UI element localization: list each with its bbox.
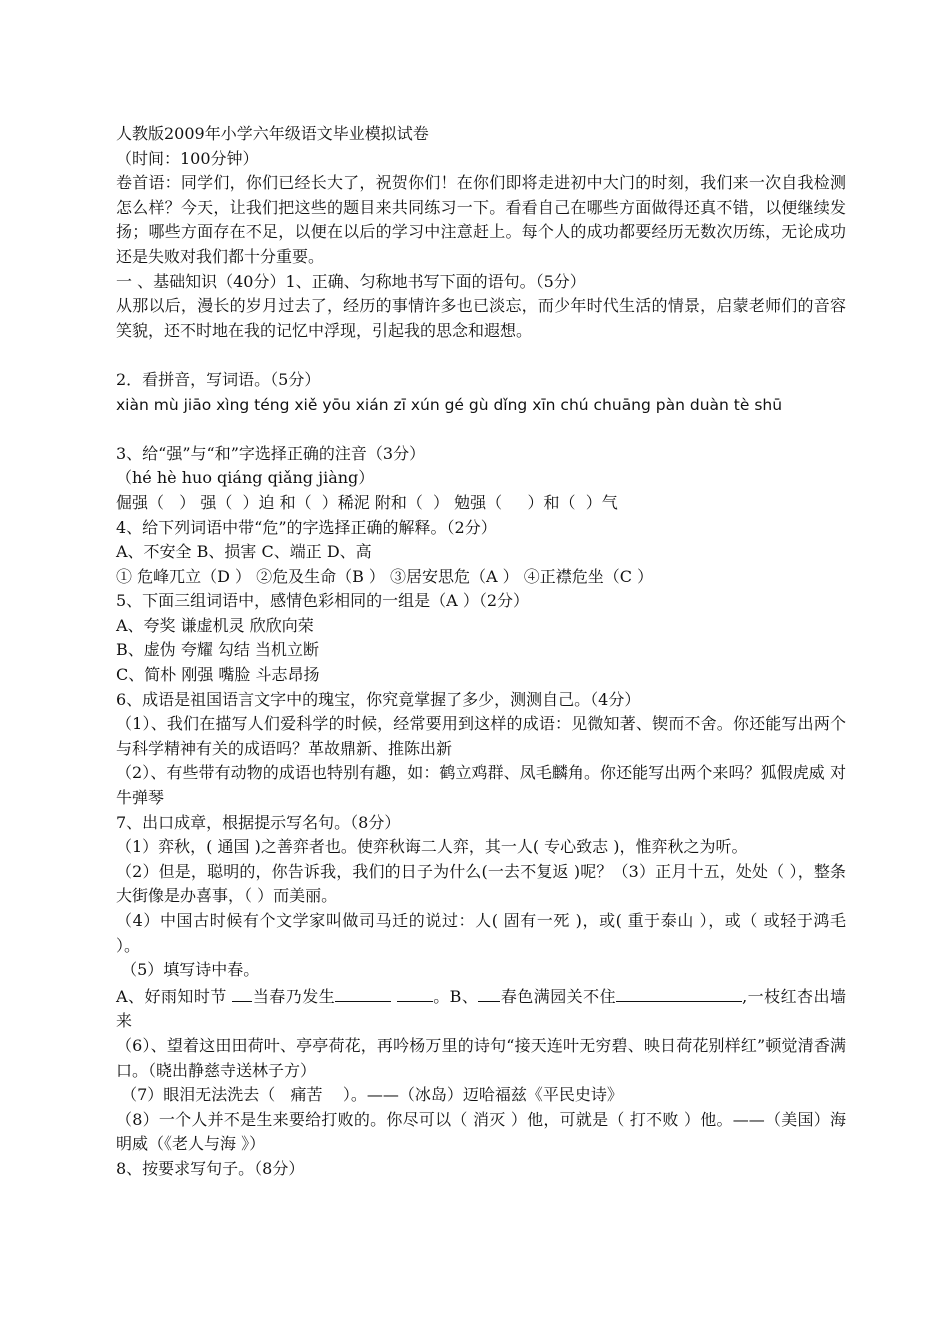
q4-items: ① 危峰兀立（D ） ②危及生命（B ） ③居安思危（A ） ④正襟危坐（C ） <box>116 566 654 586</box>
q7-part4: （4）中国古时候有个文学家叫做司马迁的说过：人( 固有一死 )，或( 重于泰山 ），或（ 或轻于鸿毛 ）。 <box>116 911 846 955</box>
section1-header: 一 、基础知识（40分）1、正确、匀称地书写下面的语句。（5分） <box>116 271 586 291</box>
exam-page <box>116 122 846 1182</box>
section1-passage: 从那以后，漫长的岁月过去了，经历的事情许多也已淡忘，而少年时代生活的情景，启蒙老师们的音容笑貌，还不时地在我的记忆中浮现，引起我的思念和遐想。 <box>116 296 846 340</box>
blank-line <box>335 983 391 1002</box>
q7-part2: （2）但是，聪明的，你告诉我，我们的日子为什么(一去不复返 )呢？（3）正月十五，处处（ ），整条大街像是办喜事，（ ）而美丽。 <box>116 861 846 906</box>
blank-line <box>232 983 252 1002</box>
q8-title: 8、按要求写句子。（8分） <box>116 1158 305 1178</box>
q2-pinyin: xiàn mù jiāo xìng téng xiě yōu xián zī xún gé gù dǐng xīn chú chuāng pàn duàn tè shū <box>116 395 783 414</box>
q5-option-c: C、简朴 刚强 嘴脸 斗志昂扬 <box>116 665 320 685</box>
q7-part6: （6）、望着这田田荷叶、亭亭荷花，再吟杨万里的诗句“接天连叶无穷碧、映日荷花别样红”顿觉清香满口。（晓出静慈寺送林子方） <box>116 1035 846 1080</box>
preface-paragraph: 卷首语：同学们，你们已经长大了，祝贺你们！在你们即将走进初中大门的时刻，我们来一次自我检测怎么样？今天，让我们把这些的题目来共同练习一下。看看自己在哪些方面做得还真不错，以便继续发扬；哪些方面存在不足，以便在以后的学习中注意赶上。每个人的成功都要经历无数次历练，无论成功还是失败对我们都十分重要。 <box>116 173 846 266</box>
poem-text: 当春乃发生 <box>252 986 336 1006</box>
q5-option-a: A、夸奖 谦虚机灵 欣欣向荣 <box>116 615 314 635</box>
q6-title: 6、成语是祖国语言文字中的瑰宝，你究竟掌握了多少，测测自己。（4分） <box>116 689 641 709</box>
spacer <box>116 343 846 368</box>
q4-options: A、不安全 B、损害 C、端正 D、高 <box>116 542 372 562</box>
q7-part8: （8）一个人并不是生来要给打败的。你尽可以（ 消灭 ）他，可就是（ 打不败 ）他。——（美国）海明威（《老人与海 》） <box>116 1109 846 1154</box>
q3-title: 3、给“强”与“和”字选择正确的注音（3分） <box>116 443 426 463</box>
q7-part5-poem <box>116 983 846 1034</box>
poem-text: A、好雨知时节 <box>116 986 233 1006</box>
exam-time: （时间：100分钟） <box>116 148 259 168</box>
q2-title: 2．看拼音，写词语。（5分） <box>116 369 321 389</box>
blank-line <box>397 983 433 1002</box>
q4-title: 4、给下列词语中带“危”的字选择正确的解释。（2分） <box>116 517 497 537</box>
q3-items: 倔强（ ） 强（ ）迫 和（ ）稀泥 附和（ ） 勉强（ ）和（ ）气 <box>116 492 618 512</box>
q7-part5-title: （5）填写诗中春。 <box>116 960 260 980</box>
q7-title: 7、出口成章，根据提示写名句。（8分） <box>116 812 401 832</box>
spacer <box>116 417 846 442</box>
poem-text: 。B、 <box>432 986 479 1006</box>
poem-text: 春色满园关不住 <box>500 986 617 1006</box>
q3-options: （hé hè huo qiáng qiǎng jiàng） <box>116 468 375 488</box>
exam-title: 人教版2009年小学六年级语文毕业模拟试卷 <box>116 124 429 143</box>
blank-line <box>478 983 500 1002</box>
q6-part2: （2）、有些带有动物的成语也特别有趣，如：鹤立鸡群、凤毛麟角。你还能写出两个来吗？狐假虎威 对牛弹琴 <box>116 763 846 808</box>
q5-title: 5、下面三组词语中，感情色彩相同的一组是（A ）（2分） <box>116 591 530 611</box>
q7-part7: （7）眼泪无法洗去（ 痛苦 ）。——（冰岛）迈哈福兹《平民史诗》 <box>116 1085 623 1105</box>
q7-part1: （1）弈秋，( 通国 )之善弈者也。使弈秋诲二人弈，其一人( 专心致志 )，惟弈秋之为听。 <box>116 837 748 857</box>
poem-text: ,一枝红杏出墙来 <box>116 986 846 1031</box>
q5-option-b: B、虚伪 夸耀 勾结 当机立断 <box>116 640 320 660</box>
q6-part1: （1）、我们在描写人们爱科学的时候，经常要用到这样的成语：见微知著、锲而不舍。你还能写出两个与科学精神有关的成语吗？革故鼎新、推陈出新 <box>116 714 846 758</box>
blank-line <box>616 983 742 1002</box>
